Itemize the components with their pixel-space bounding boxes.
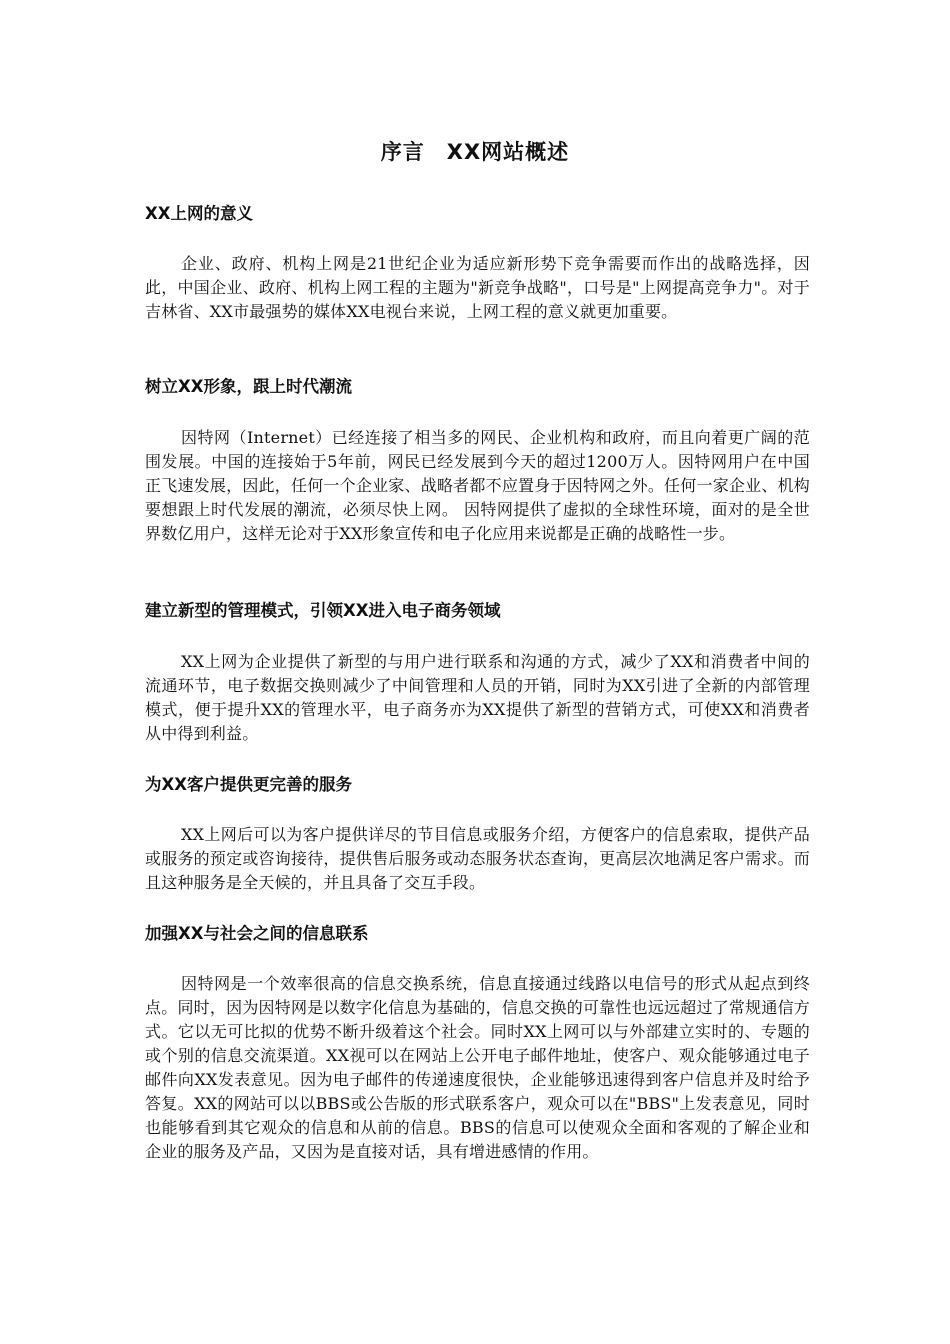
section-paragraph-2: 因特网（Internet）已经连接了相当多的网民、企业机构和政府，而且向着更广阔的范围发展。中国的连接始于5年前，网民已经发展到今天的超过1200万人。因特网用户在中国正飞速发展，因此，任何一个企业家、战略者都不应置身于因特网之外。任何一家企业、机构要想跟上时代发展的潮流，必须尽快上网。 因特网提供了虚拟的全球性环境，面对的是全世界数亿用户，这样无论对于XX形象宣传和电子化应用来说都是正确的战略性一步。: [145, 428, 810, 543]
section-heading-1: XX上网的意义: [145, 204, 253, 223]
section-heading-3: 建立新型的管理模式，引领XX进入电子商务领域: [145, 601, 501, 620]
section-heading-4: 为XX客户提供更完善的服务: [145, 775, 352, 794]
section-paragraph-3: XX上网为企业提供了新型的与用户进行联系和沟通的方式，减少了XX和消费者中间的流通环节，电子数据交换则减少了中间管理和人员的开销，同时为XX引进了全新的内部管理模式，便于提升XX的管理水平，电子商务亦为XX提供了新型的营销方式，可使XX和消费者从中得到利益。: [145, 652, 810, 743]
section-paragraph-1: 企业、政府、机构上网是21世纪企业为适应新形势下竞争需要而作出的战略选择，因此，中国企业、政府、机构上网工程的主题为"新竞争战略"，口号是"上网提高竞争力"。对于吉林省、XX市最强势的媒体XX电视台来说，上网工程的意义就更加重要。: [145, 254, 810, 321]
section-heading-2: 树立XX形象，跟上时代潮流: [145, 377, 352, 396]
section-paragraph-4: XX上网后可以为客户提供详尽的节目信息或服务介绍，方便客户的信息索取，提供产品或服务的预定或咨询接待，提供售后服务或动态服务状态查询，更高层次地满足客户需求。而且这种服务是全天候的，并且具备了交互手段。: [145, 825, 810, 892]
section-paragraph-5: 因特网是一个效率很高的信息交换系统，信息直接通过线路以电信号的形式从起点到终点。同时，因为因特网是以数字化信息为基础的，信息交换的可靠性也远远超过了常规通信方式。它以无可比拟的优势不断升级着这个社会。同时XX上网可以与外部建立实时的、专题的或个别的信息交流渠道。XX视可以在网站上公开电子邮件地址，使客户、观众能够通过电子邮件向XX发表意见。因为电子邮件的传递速度很快，企业能够迅速得到客户信息并及时给予答复。XX的网站可以以BBS或公告版的形式联系客户，观众可以在"BBS"上发表意见，同时也能够看到其它观众的信息和从前的信息。BBS的信息可以使观众全面和客观的了解企业和企业的服务及产品，又因为是直接对话，具有增进感情的作用。: [145, 974, 810, 1161]
section-heading-5: 加强XX与社会之间的信息联系: [145, 924, 369, 943]
document-title: 序言 XX网站概述: [380, 140, 570, 164]
